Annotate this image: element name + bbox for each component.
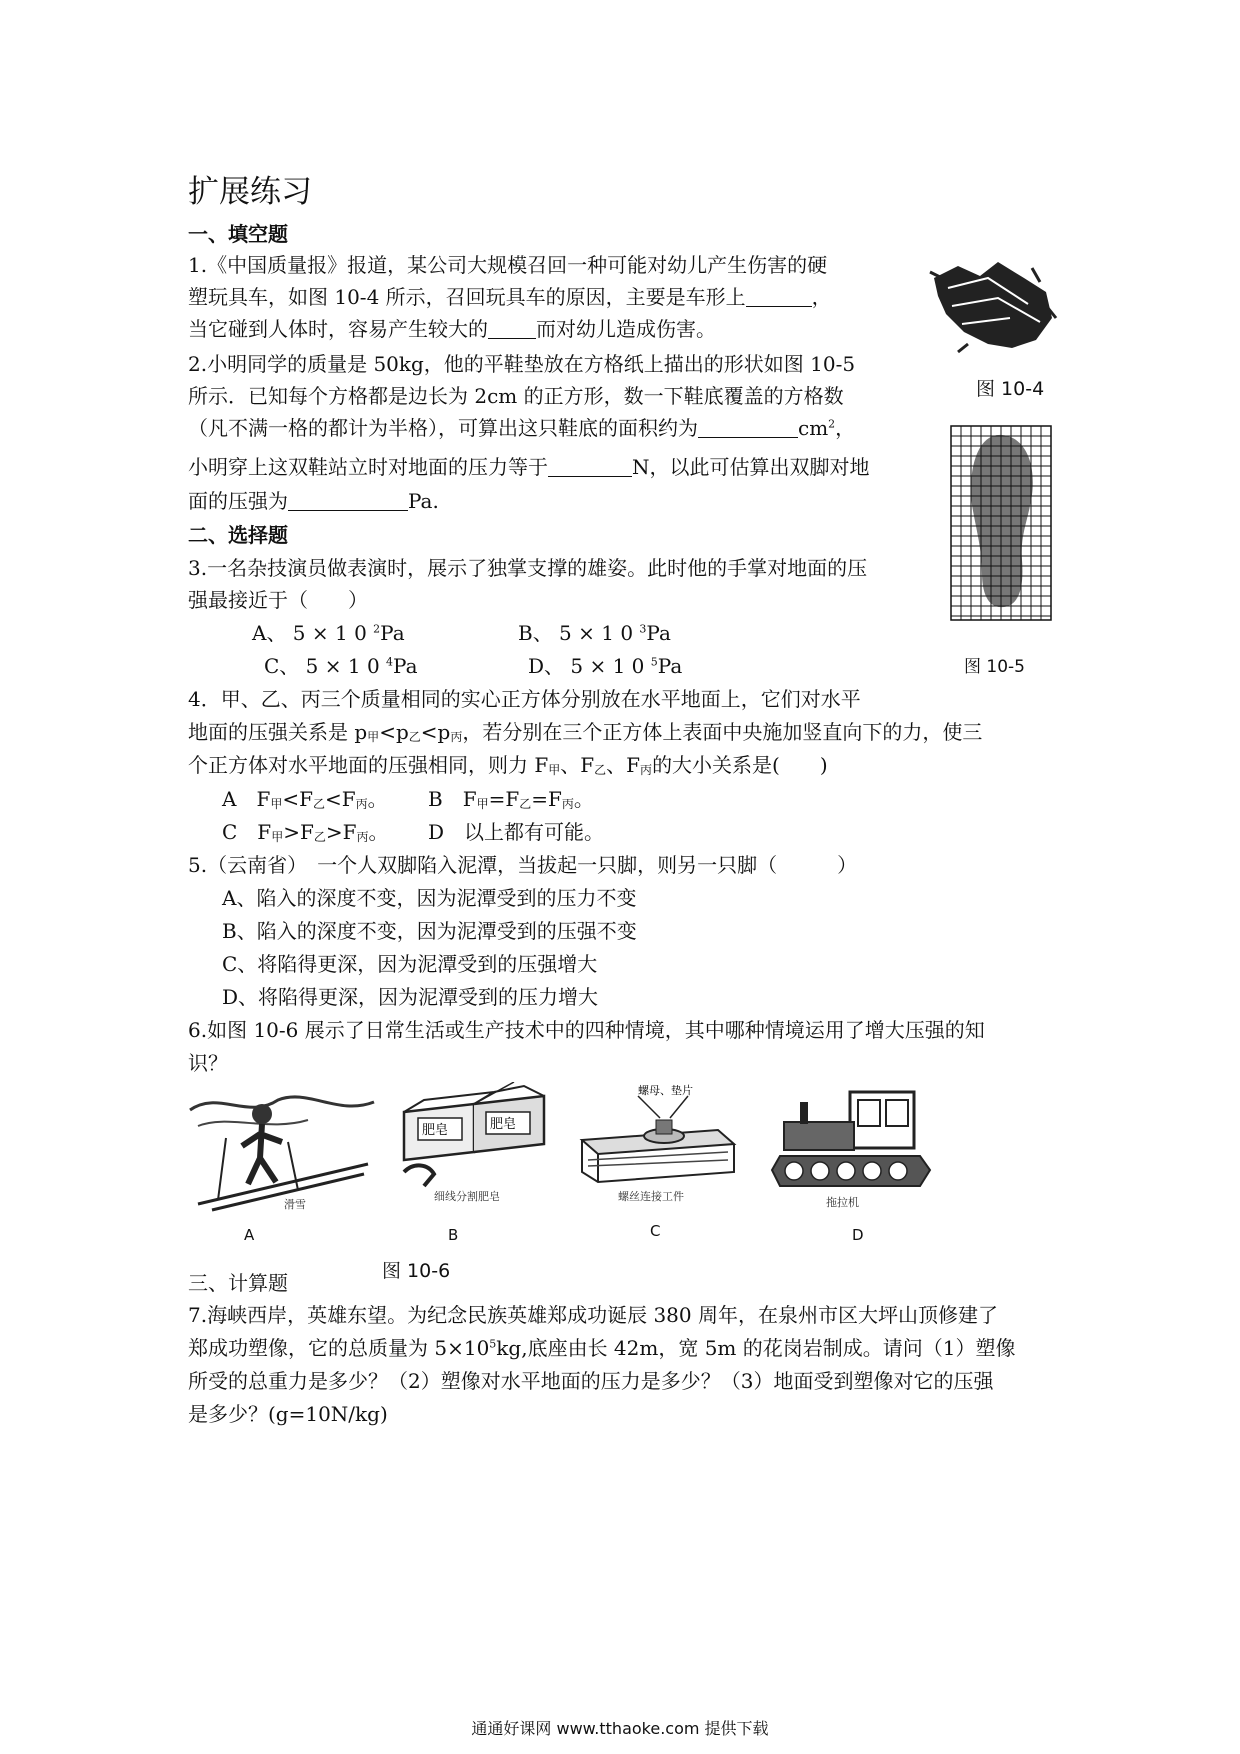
q6-line1: 6.如图 10-6 展示了日常生活或生产技术中的四种情境，其中哪种情境运用了增大压强的知	[188, 1018, 985, 1042]
q7-line2: 郑成功塑像，它的总质量为 $5\times 10^5kg$,底座由长 42m，宽 5m 的花岗岩制成。请问（1）塑像	[188, 1336, 1016, 1360]
picture-b-caption: 细线分割肥皂	[434, 1190, 500, 1203]
section-choice-heading: 二、选择题	[188, 523, 288, 547]
q7-line4: 是多少？(g=10N/kg)	[188, 1402, 388, 1426]
q2-line3: （凡不满一格的都计为半格），可算出这只鞋底的面积约为 $cm^2$，	[188, 416, 856, 440]
picture-d-caption: 拖拉机	[826, 1196, 859, 1209]
picture-d-tractor	[770, 1082, 938, 1214]
figure-10-6-caption: 图 10-6	[382, 1260, 451, 1282]
soap-right-label: 肥皂	[490, 1117, 517, 1132]
page-footer: 通通好课网 www.tthaoke.com 提供下载	[471, 1719, 769, 1738]
q3-option-b: B、 5 × 1 0 $^3$Pa	[518, 621, 671, 645]
q3-option-c: C、 5 × 1 0 $^4$Pa	[264, 654, 418, 678]
q6-line2: 识？	[188, 1051, 228, 1075]
q2-line2: 所示．已知每个方格都是边长为 2cm 的正方形，数一下鞋底覆盖的方格数	[188, 384, 844, 408]
soap-left-label: 肥皂	[422, 1123, 449, 1138]
picture-b-letter: B	[448, 1226, 459, 1244]
q5-option-d: D、将陷得更深，因为泥潭受到的压力增大	[222, 985, 599, 1009]
page-title: 扩展练习	[188, 174, 312, 210]
picture-d-letter: D	[852, 1226, 864, 1244]
q3-line2: 强最接近于（ ）	[188, 588, 368, 612]
q7-line1: 7.海峡西岸，英雄东望。为纪念民族英雄郑成功诞辰 380 周年，在泉州市区大坪山顶修建了	[188, 1303, 998, 1327]
picture-c-letter: C	[650, 1222, 661, 1240]
figure-10-4-caption: 图 10-4	[976, 378, 1045, 400]
picture-c-label: 螺母、垫片	[638, 1084, 693, 1097]
q4-line3: 个正方体对水平地面的压强相同，则力 F甲、F乙、F丙的大小关系是( )	[188, 753, 828, 777]
q5-option-c: C、将陷得更深，因为泥潭受到的压强增大	[222, 952, 598, 976]
q3-option-a: A、 5 × 1 0 $^2$Pa	[252, 621, 405, 645]
q3-option-d: D、 5 × 1 0 $^5$Pa	[528, 654, 683, 678]
q5-option-b: B、陷入的深度不变，因为泥潭受到的压强不变	[222, 919, 637, 943]
q1-blank1	[746, 284, 812, 307]
q1-line1: 1.《中国质量报》报道，某公司大规模召回一种可能对幼儿产生伤害的硬	[188, 253, 828, 277]
shoe-grid-figure	[950, 425, 1052, 621]
figure-10-5-caption: 图 10-5	[964, 657, 1025, 677]
picture-a-skiing	[188, 1080, 376, 1212]
q4-option-c: C F甲>F乙>F丙。	[222, 820, 389, 844]
q7-line3: 所受的总重力是多少？（2）塑像对水平地面的压力是多少？（3）地面受到塑像对它的压强	[188, 1369, 994, 1393]
picture-a-caption: 滑雪	[284, 1198, 306, 1211]
q2-blank-pressure	[288, 488, 408, 511]
q5-option-a: A、陷入的深度不变，因为泥潭受到的压力不变	[222, 886, 637, 910]
q4-option-b: B F甲=F乙=F丙。	[428, 787, 594, 811]
q3-line1: 3.一名杂技演员做表演时，展示了独掌支撑的雄姿。此时他的手掌对地面的压	[188, 556, 868, 580]
picture-b-soap	[394, 1082, 558, 1214]
q2-line4: 小明穿上这双鞋站立时对地面的压力等于 N，以此可估算出双脚对地	[188, 455, 870, 479]
picture-a-letter: A	[244, 1226, 255, 1244]
q4-option-d: D 以上都有可能。	[428, 820, 605, 844]
q5-line1: 5.（云南省） 一个人双脚陷入泥潭，当拔起一只脚，则另一只脚（ ）	[188, 853, 858, 877]
q4-line2: 地面的压强关系是 p甲<p乙<p丙，若分别在三个正方体上表面中央施加竖直向下的力，使三	[188, 720, 983, 744]
picture-c-caption: 螺丝连接工件	[618, 1190, 684, 1203]
q1-blank2	[488, 316, 536, 339]
q2-blank-area	[698, 415, 798, 438]
q1-line2: 塑玩具车，如图 10-4 所示，召回玩具车的原因，主要是车形上 ，	[188, 285, 832, 309]
q4-line1: 4．甲、乙、丙三个质量相同的实心正方体分别放在水平地面上，它们对水平	[188, 687, 861, 711]
section-calc-heading: 三、计算题	[188, 1271, 288, 1295]
q1-line3: 当它碰到人体时，容易产生较大的 而对幼儿造成伤害。	[188, 317, 716, 341]
q2-blank-force	[548, 454, 632, 477]
q4-option-a: A F甲<F乙<F丙。	[222, 787, 388, 811]
q2-line5: 面的压强为 Pa.	[188, 489, 439, 513]
toy-car-figure	[928, 248, 1058, 358]
q2-line1: 2.小明同学的质量是 50kg，他的平鞋垫放在方格纸上描出的形状如图 10-5	[188, 352, 856, 376]
section-fill-heading: 一、填空题	[188, 222, 288, 246]
picture-c-bolts	[578, 1080, 738, 1212]
